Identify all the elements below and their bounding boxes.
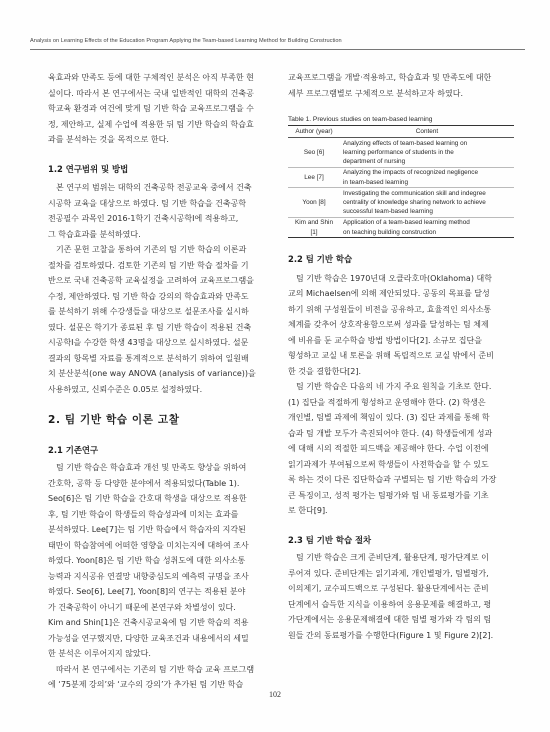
text-line: 사용하였고, 신뢰수준은 0.05로 설정하였다. bbox=[48, 384, 203, 394]
text-line: 시공학 교육을 대상으로 하였다. 팀 기반 학습을 건축공학 bbox=[48, 198, 247, 208]
table-row bbox=[288, 167, 514, 187]
text-line: 가능성을 연구했지만, 다양한 교육조건과 내용에서의 세밀 bbox=[48, 633, 249, 643]
text-line: 결과의 항목별 자료를 통계적으로 분석하기 위하여 일원배 bbox=[48, 353, 249, 363]
text-line: 실이다. 따라서 본 연구에서는 국내 일반적인 대학의 건축공 bbox=[48, 88, 254, 98]
section-2-3-para-1 bbox=[288, 550, 514, 643]
text-line: 였다. 설문은 학기가 종료된 후 팀 기반 학습이 적용된 건축 bbox=[48, 322, 252, 332]
left-column bbox=[48, 70, 273, 693]
text-line: 그 학습효과를 분석하였다. bbox=[48, 229, 141, 239]
text-line: 에 ‘75분제 강의’와 ‘교수의 강의’가 추가된 팀 기반 학습 bbox=[48, 680, 244, 689]
text-line: 루어져 있다. 준비단계는 읽기과제, 개인별평가, 팀별평가, bbox=[288, 568, 489, 578]
table-cell-line: Investigating the communication skill and indegree bbox=[343, 189, 486, 197]
text-line: 하기 위해 구성원들이 비전을 공유하고, 효율적인 의사소통 bbox=[288, 304, 492, 314]
section-2-1-heading: 2.1 기존연구 bbox=[48, 444, 99, 455]
text-line: 를 분석하기 위해 수강생들을 대상으로 설문조사를 실시하 bbox=[48, 307, 249, 316]
running-header: Analysis on Learning Effects of the Education Program Applying the Team-based Learning Method for Building Construction bbox=[30, 38, 342, 44]
text-line: 능력과 지식공유 연결망 내향중심도의 예측력 규명을 조사 bbox=[48, 571, 249, 581]
text-line: 태만이 학습참여에 어떠한 영향을 미치는지에 대하여 조사 bbox=[48, 540, 249, 550]
text-line: 정, 제안하고, 실제 수업에 적용한 뒤 팀 기반 학습의 학습효 bbox=[48, 119, 254, 129]
table-header-row bbox=[288, 126, 514, 138]
section-2-heading: 2. 팀 기반 학습 이론 고찰 bbox=[48, 414, 180, 426]
table-cell-line: Analyzing the impacts of recognized negligence bbox=[343, 169, 478, 177]
text-line: 육효과와 만족도 등에 대한 구체적인 분석은 아직 부족한 현 bbox=[48, 73, 254, 82]
spacer bbox=[48, 148, 273, 162]
section-2-1-para-2 bbox=[48, 662, 273, 693]
section-2-2-para-2 bbox=[288, 379, 514, 519]
right-column bbox=[288, 70, 514, 643]
text-line: 따라서 본 연구에서는 기존의 팀 기반 학습 교육 프로그램 bbox=[56, 664, 255, 674]
text-line: 단계에서 습득한 지식을 이용하여 응용문제를 해결하고, 평 bbox=[288, 599, 492, 609]
text-line: 에 비유를 둔 교수학습 방법 방법이다[2]. 소규모 집단을 bbox=[288, 335, 482, 345]
text-line: 과를 분석하는 것을 목적으로 한다. bbox=[48, 135, 169, 144]
spacer bbox=[48, 397, 273, 413]
table-cell-author: Seo [6] bbox=[288, 138, 340, 168]
text-line: (1) 집단을 적절하게 형성하고 운영해야 한다. (2) 학생은 bbox=[288, 397, 486, 407]
text-line: 교육프로그램을 개발·적용하고, 학습효과 및 만족도에 대한 bbox=[288, 73, 492, 82]
text-line: 기존 문헌 고찰을 통하여 기존의 팀 기반 학습의 이론과 bbox=[56, 245, 247, 254]
spacer bbox=[288, 238, 514, 252]
text-line: 반으로 국내 건축공학 교육실정을 고려하여 교육프로그램을 bbox=[48, 276, 254, 285]
table-1 bbox=[288, 125, 514, 238]
text-line: 교의 Michaelsen에 의해 제안되었다. 공동의 목표를 달성 bbox=[288, 289, 490, 299]
text-line: 에 대해 시의 적절한 피드백을 제공해야 한다. 수업 이전에 bbox=[288, 444, 489, 454]
table-cell-line: Application of a team-based learning method bbox=[343, 219, 470, 227]
text-line: 간호학, 공학 등 다양한 분야에서 적용되었다(Table 1). bbox=[48, 478, 240, 488]
spacer bbox=[48, 429, 273, 443]
table-cell-author: Lee [7] bbox=[288, 167, 340, 187]
text-line: 분석하였다. Lee[7]는 팀 기반 학습에서 학습자의 지각된 bbox=[48, 525, 246, 534]
text-line: 학교육 환경과 여건에 맞게 팀 기반 학습 교육프로그램을 수 bbox=[48, 104, 254, 113]
text-line: 수정, 제안하였다. 팀 기반 학습 강의의 학습효과와 만족도 bbox=[48, 291, 249, 301]
text-line: 이의제기, 교수피드백으로 구성된다. 활용단계에서는 준비 bbox=[288, 584, 489, 594]
table-cell-line: Analyzing effects of team-based learning on bbox=[343, 139, 468, 147]
text-line: 시공학I을 수강한 학생 43명을 대상으로 실시하였다. 설문 bbox=[48, 338, 249, 347]
text-line: 읽기과제가 부여됨으로써 학생들이 사전학습을 할 수 있도 bbox=[288, 459, 489, 469]
table-header-author: Author (year) bbox=[288, 126, 340, 138]
section-1-2-para-1 bbox=[48, 180, 273, 242]
section-2-2-heading: 2.2 팀 기반 학습 bbox=[288, 254, 353, 265]
table-cell-line: centrality of knowledge sharing network to achieve bbox=[343, 198, 486, 206]
right-top-paragraph bbox=[288, 70, 514, 101]
text-line: 팀 기반 학습은 학습효과 개선 및 만족도 향상을 위하여 bbox=[56, 463, 247, 472]
text-line: 가단계에서는 응용문제해결에 대한 팀별 평가와 각 팀의 팀 bbox=[288, 615, 492, 625]
text-line: 로 한다[9]. bbox=[288, 506, 328, 516]
text-line: Seo[6]은 팀 기반 학습을 간호대 학생을 대상으로 적용한 bbox=[48, 494, 247, 503]
text-line: 원들 간의 동료평가를 수행한다(Figure 1 및 Figure 2)[2]. bbox=[288, 630, 494, 640]
table-cell-line: successful team-based learning bbox=[343, 208, 433, 216]
header-divider bbox=[30, 49, 525, 50]
table-row bbox=[288, 188, 514, 218]
text-line: 습과 팀 개발 모두가 촉진되어야 한다. (4) 학생들에게 성과 bbox=[288, 428, 493, 438]
table-row bbox=[288, 138, 514, 168]
text-line: 형성하고 교실 내 토론을 위해 독립적으로 교실 밖에서 준비 bbox=[288, 351, 494, 361]
table-cell-content bbox=[340, 167, 514, 187]
text-line: 한 것을 결합한다[2]. bbox=[288, 366, 362, 376]
intro-paragraph bbox=[48, 70, 273, 148]
section-2-1-para-1 bbox=[48, 460, 273, 662]
text-line: 절차를 검토하였다. 검토한 기존의 팀 기반 학습 절차를 기 bbox=[48, 260, 249, 270]
section-1-2-heading: 1.2 연구범위 및 방법 bbox=[48, 163, 129, 174]
text-line: 하였다. Seo[6], Lee[7], Yoon[8]의 연구는 적용된 분야 bbox=[48, 587, 246, 596]
table-header-content: Content bbox=[340, 126, 514, 138]
text-line: 세부 프로그램별로 구체적으로 분석하고자 하였다. bbox=[288, 88, 464, 98]
table-cell-line: department of nursing bbox=[343, 158, 406, 166]
table-cell-content bbox=[340, 138, 514, 168]
text-line: 치 분산분석(one way ANOVA (analysis of variance))을 bbox=[48, 369, 256, 378]
text-line: 팀 기반 학습은 크게 준비단계, 활용단계, 평가단계로 이 bbox=[296, 553, 489, 563]
section-1-2-para-2 bbox=[48, 242, 273, 397]
table-cell-line: in team-based learning bbox=[343, 178, 409, 186]
text-line: 록 하는 것이 다른 집단학습과 구별되는 팀 기반 학습의 가장 bbox=[288, 475, 497, 485]
text-line: 후, 팀 기반 학습이 학생들의 학습성과에 미치는 효과를 bbox=[48, 509, 239, 519]
text-line: 팀 기반 학습은 다음의 네 가지 주요 원칙을 기초로 한다. bbox=[296, 382, 492, 392]
table-cell-content bbox=[340, 217, 514, 237]
text-line: Kim and Shin[1]은 건축시공교육에 팀 기반 학습의 적용 bbox=[48, 618, 249, 627]
section-2-3-heading: 2.3 팀 기반 학습 절차 bbox=[288, 534, 372, 545]
table-cell-content bbox=[340, 188, 514, 218]
text-line: 하였다. Yoon[8]은 팀 기반 학습 성취도에 대한 의사소통 bbox=[48, 556, 246, 565]
table-cell-author: Kim and Shin [1] bbox=[288, 217, 340, 237]
text-line: 개인별, 팀별 과제에 책임이 있다. (3) 집단 과제를 통해 학 bbox=[288, 413, 490, 423]
table-cell-line: learning performance of students in the bbox=[343, 148, 454, 156]
spacer bbox=[288, 101, 514, 115]
text-line: 본 연구의 범위는 대학의 건축공학 전공교육 중에서 건축 bbox=[56, 183, 252, 192]
text-line: 큰 특징이고, 성적 평가는 팀평가와 팀 내 동료평가를 기초 bbox=[288, 490, 489, 500]
text-line: 팀 기반 학습은 1970년대 오클라호마(Oklahoma) 대학 bbox=[296, 273, 492, 283]
table-1-caption: Table 1. Previous studies on team-based learning bbox=[288, 116, 433, 123]
text-line: 한 분석은 이루어지지 않았다. bbox=[48, 649, 151, 658]
text-line: 체계를 갖추어 상호작용함으로써 성과를 달성하는 팀 체제 bbox=[288, 320, 489, 330]
table-cell-author: Yoon [8] bbox=[288, 188, 340, 218]
page-number: 102 bbox=[269, 690, 281, 699]
table-row bbox=[288, 217, 514, 237]
text-line: 전공필수 과목인 2016-1학기 건축시공학I에 적용하고, bbox=[48, 214, 239, 223]
table-cell-line: on teaching building construction bbox=[343, 228, 437, 236]
table-1-body bbox=[288, 138, 514, 238]
section-2-2-para-1 bbox=[288, 271, 514, 380]
text-line: 가 건축공학이 아니기 때문에 본연구와 차별성이 있다. bbox=[48, 602, 236, 612]
spacer bbox=[288, 519, 514, 533]
